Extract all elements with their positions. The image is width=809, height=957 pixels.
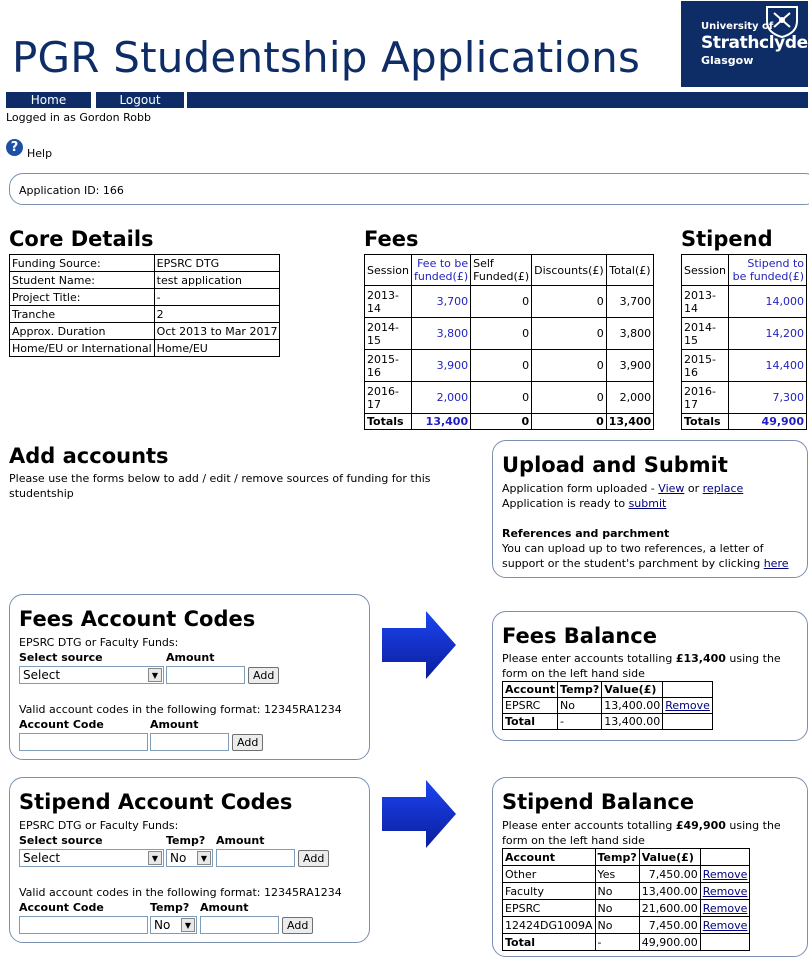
stipend-format-text: Valid account codes in the following format: 12345RA1234 (19, 886, 342, 899)
amount-label: Amount (166, 651, 215, 664)
total-row (503, 714, 713, 730)
stipend-source-value: Select (23, 851, 61, 865)
table-row (503, 866, 750, 883)
fees-account-codes-panel (9, 594, 370, 760)
fees-balance-panel (492, 611, 808, 741)
col-temp: Temp? (558, 682, 602, 698)
temp-cell: No (595, 900, 639, 917)
remove-link[interactable]: Remove (702, 918, 748, 932)
total-temp: - (558, 714, 602, 730)
account-cell: Faculty (503, 883, 596, 900)
chevron-down-icon: ▼ (181, 918, 195, 932)
stipend-account-code-input[interactable] (19, 916, 148, 934)
col-session: Session (682, 255, 729, 286)
action-cell (700, 883, 750, 900)
table-row (10, 340, 280, 357)
upload-or: or (684, 482, 703, 495)
table-row (10, 289, 280, 306)
action-cell (700, 917, 750, 934)
fees-account-amount-input[interactable] (150, 733, 229, 751)
table-row (10, 306, 280, 323)
table-row (10, 323, 280, 340)
action-cell (700, 866, 750, 883)
core-value: 2 (154, 306, 280, 323)
fees-balance-note (502, 651, 792, 681)
submit-line (502, 496, 802, 511)
stipend-temp-value: No (170, 851, 187, 865)
totals-label: Totals (365, 414, 412, 430)
table-row (365, 350, 654, 382)
value-cell: 7,450.00 (639, 866, 700, 883)
chevron-down-icon: ▼ (148, 851, 162, 865)
fees-balance-amount: £13,400 (675, 652, 726, 665)
fees-table (364, 254, 654, 430)
logged-in-text: Logged in as Gordon Robb (6, 111, 151, 124)
stipend-balance-note-suffix: using the form on the left hand side (502, 819, 781, 847)
session-cell: 2016-17 (365, 382, 412, 414)
session-cell: 2015-16 (682, 350, 729, 382)
stipend-heading: Stipend (681, 227, 773, 251)
stipend-source-select[interactable] (19, 849, 164, 867)
select-source-label: Select source (19, 651, 103, 664)
table-row (682, 318, 807, 350)
table-row (10, 255, 280, 272)
application-id-box (9, 173, 809, 205)
stipend-add-button[interactable]: Add (298, 850, 329, 867)
stipend-codes-heading: Stipend Account Codes (19, 790, 293, 814)
table-header-row (682, 255, 807, 286)
stipend-account-temp-select[interactable] (150, 916, 197, 934)
grand-total: 13,400 (606, 414, 653, 430)
add-accounts-heading: Add accounts (9, 444, 169, 468)
fee-cell: 3,800 (411, 318, 470, 350)
here-link[interactable]: here (763, 557, 789, 570)
col-temp: Temp? (595, 849, 639, 866)
logo-line1: University of (701, 21, 774, 32)
account-code-label: Account Code (19, 901, 104, 914)
core-details-table (9, 254, 280, 357)
temp-cell: No (595, 883, 639, 900)
table-row (10, 272, 280, 289)
core-label: Home/EU or International (10, 340, 155, 357)
fee-cell: 2,000 (411, 382, 470, 414)
refs-heading: References and parchment (502, 527, 670, 540)
col-action (663, 682, 713, 698)
action-cell (663, 698, 713, 714)
university-logo[interactable] (681, 1, 808, 87)
totals-row (365, 414, 654, 430)
fees-balance-heading: Fees Balance (502, 624, 657, 648)
logo-line3: Glasgow (701, 54, 754, 67)
core-label: Tranche (10, 306, 155, 323)
stipend-balance-table (502, 848, 750, 951)
add-accounts-description: Please use the forms below to add / edit / remove sources of funding for this studentship (9, 472, 431, 500)
refs-text-line (502, 541, 802, 571)
stipend-funds-label: EPSRC DTG or Faculty Funds: (19, 819, 179, 832)
upload-heading: Upload and Submit (502, 453, 728, 477)
fees-balance-table (502, 681, 713, 730)
refs-text: You can upload up to two references, a letter of support or the student's parchment by clicking (502, 542, 764, 570)
fee-cell: 3,700 (411, 286, 470, 318)
col-action (700, 849, 750, 866)
table-header-row (503, 849, 750, 866)
remove-link[interactable]: Remove (665, 699, 710, 712)
stipend-account-amount-input[interactable] (200, 916, 279, 934)
application-id: Application ID: 166 (19, 184, 124, 197)
account-cell: EPSRC (503, 900, 596, 917)
submit-prefix: Application is ready to (502, 497, 629, 510)
logo-line2: Strathclyde (701, 33, 808, 53)
core-value: EPSRC DTG (154, 255, 280, 272)
account-cell: EPSRC (503, 698, 558, 714)
upload-status-line (502, 481, 802, 496)
stipend-account-codes-panel (9, 777, 370, 943)
self-cell: 0 (471, 382, 532, 414)
home-button[interactable]: Home (6, 92, 91, 108)
total-temp: - (595, 934, 639, 951)
total-cell: 3,900 (606, 350, 653, 382)
value-cell: 13,400.00 (602, 698, 663, 714)
temp-cell: Yes (595, 866, 639, 883)
stipend-cell: 14,200 (728, 318, 806, 350)
fees-codes-heading: Fees Account Codes (19, 607, 256, 631)
stipend-cell: 7,300 (728, 382, 806, 414)
arrow-right-icon (382, 780, 456, 848)
stipend-balance-note-prefix: Please enter accounts totalling (502, 819, 676, 832)
stipend-add-code-button[interactable]: Add (282, 917, 313, 934)
self-cell: 0 (471, 286, 532, 318)
amount-label: Amount (216, 834, 265, 847)
self-cell: 0 (471, 318, 532, 350)
remove-link[interactable]: Remove (702, 901, 748, 915)
nav-bar-fill (187, 92, 808, 108)
temp-label: Temp? (166, 834, 206, 847)
discount-total: 0 (532, 414, 607, 430)
temp-label-2: Temp? (150, 901, 190, 914)
table-row (682, 382, 807, 414)
session-cell: 2014-15 (682, 318, 729, 350)
table-row (365, 318, 654, 350)
stipend-amount-input[interactable] (216, 849, 295, 867)
core-value: Home/EU (154, 340, 280, 357)
core-details-heading: Core Details (9, 227, 154, 251)
chevron-down-icon: ▼ (197, 851, 211, 865)
stipend-temp-select[interactable] (166, 849, 213, 867)
core-label: Funding Source: (10, 255, 155, 272)
select-source-label: Select source (19, 834, 103, 847)
stipend-balance-note (502, 818, 792, 848)
core-label: Approx. Duration (10, 323, 155, 340)
arrow-right-icon (382, 611, 456, 679)
submit-link[interactable]: submit (628, 497, 667, 510)
upload-status-prefix: Application form uploaded - (502, 482, 659, 495)
stipend-account-temp-value: No (154, 918, 171, 932)
fees-funds-label: EPSRC DTG or Faculty Funds: (19, 636, 179, 649)
self-total: 0 (471, 414, 532, 430)
total-value: 49,900.00 (639, 934, 700, 951)
upload-submit-panel (492, 440, 808, 578)
table-row (503, 900, 750, 917)
col-value: Value(£) (602, 682, 663, 698)
total-cell: 3,700 (606, 286, 653, 318)
view-link[interactable]: View (658, 482, 685, 495)
upload-text (502, 481, 802, 571)
stipend-cell: 14,000 (728, 286, 806, 318)
col-account: Account (503, 849, 596, 866)
total-label: Total (503, 714, 558, 730)
discount-cell: 0 (532, 318, 607, 350)
core-value: test application (154, 272, 280, 289)
table-header-row (503, 682, 713, 698)
temp-cell: No (595, 917, 639, 934)
table-row (503, 917, 750, 934)
total-action-empty (663, 714, 713, 730)
total-cell: 3,800 (606, 318, 653, 350)
fees-balance-note-suffix: using the form on the left hand side (502, 652, 781, 680)
total-label: Total (503, 934, 596, 951)
temp-cell: No (558, 698, 602, 714)
remove-link[interactable]: Remove (702, 867, 748, 881)
session-cell: 2014-15 (365, 318, 412, 350)
session-cell: 2013-14 (682, 286, 729, 318)
session-cell: 2016-17 (682, 382, 729, 414)
totals-row (682, 414, 807, 430)
col-self-funded: Self Funded(£) (471, 255, 532, 286)
account-code-label: Account Code (19, 718, 104, 731)
totals-label: Totals (682, 414, 729, 430)
core-label: Student Name: (10, 272, 155, 289)
stipend-table (681, 254, 807, 430)
help-icon[interactable]: ? (6, 139, 23, 156)
nav-bar (6, 92, 808, 108)
discount-cell: 0 (532, 286, 607, 318)
total-value: 13,400.00 (602, 714, 663, 730)
help-link[interactable]: Help (27, 147, 53, 160)
fees-add-button[interactable]: Add (248, 667, 279, 684)
account-cell: 12424DG1009A (503, 917, 596, 934)
session-cell: 2013-14 (365, 286, 412, 318)
col-stipend: Stipend to be funded(£) (728, 255, 806, 286)
fees-source-select[interactable] (19, 666, 164, 684)
remove-link[interactable]: Remove (702, 884, 748, 898)
table-row (682, 286, 807, 318)
replace-link[interactable]: replace (702, 482, 744, 495)
account-cell: Other (503, 866, 596, 883)
table-row (365, 382, 654, 414)
fees-format-text: Valid account codes in the following format: 12345RA1234 (19, 703, 342, 716)
col-session: Session (365, 255, 412, 286)
fees-account-code-input[interactable] (19, 733, 148, 751)
stipend-balance-heading: Stipend Balance (502, 790, 695, 814)
table-row (365, 286, 654, 318)
table-row (503, 883, 750, 900)
amount-label-2: Amount (200, 901, 249, 914)
self-cell: 0 (471, 350, 532, 382)
col-value: Value(£) (639, 849, 700, 866)
col-total: Total(£) (606, 255, 653, 286)
fees-amount-input[interactable] (166, 666, 245, 684)
fee-cell: 3,900 (411, 350, 470, 382)
fees-add-code-button[interactable]: Add (232, 734, 263, 751)
logout-button[interactable]: Logout (96, 92, 184, 108)
core-label: Project Title: (10, 289, 155, 306)
core-value: - (154, 289, 280, 306)
core-value: Oct 2013 to Mar 2017 (154, 323, 280, 340)
fee-total: 13,400 (411, 414, 470, 430)
value-cell: 21,600.00 (639, 900, 700, 917)
table-row (682, 350, 807, 382)
stipend-total: 49,900 (728, 414, 806, 430)
fees-balance-note-prefix: Please enter accounts totalling (502, 652, 676, 665)
value-cell: 13,400.00 (639, 883, 700, 900)
page-title: PGR Studentship Applications (12, 33, 641, 82)
session-cell: 2015-16 (365, 350, 412, 382)
total-cell: 2,000 (606, 382, 653, 414)
value-cell: 7,450.00 (639, 917, 700, 934)
amount-label-2: Amount (150, 718, 199, 731)
discount-cell: 0 (532, 350, 607, 382)
col-fee: Fee to be funded(£) (411, 255, 470, 286)
col-discounts: Discounts(£) (532, 255, 607, 286)
stipend-balance-amount: £49,900 (675, 819, 726, 832)
table-header-row (365, 255, 654, 286)
total-row (503, 934, 750, 951)
total-action-empty (700, 934, 750, 951)
stipend-cell: 14,400 (728, 350, 806, 382)
fees-source-value: Select (23, 668, 61, 682)
action-cell (700, 900, 750, 917)
table-row (503, 698, 713, 714)
fees-heading: Fees (364, 227, 419, 251)
chevron-down-icon: ▼ (148, 668, 162, 682)
stipend-balance-panel (492, 777, 808, 957)
discount-cell: 0 (532, 382, 607, 414)
col-account: Account (503, 682, 558, 698)
